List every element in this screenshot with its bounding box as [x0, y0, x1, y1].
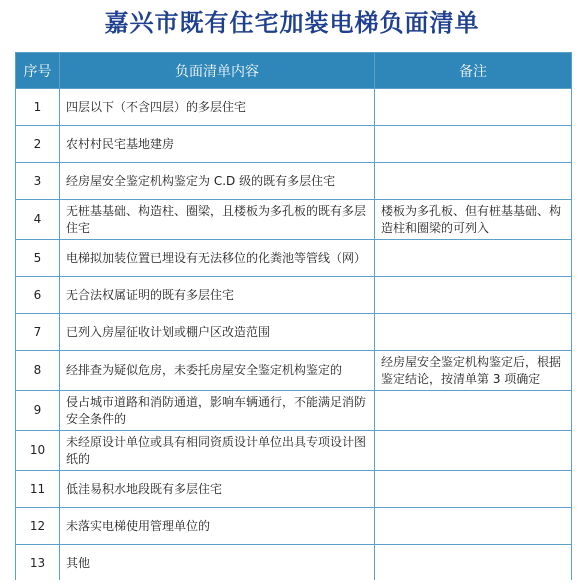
row-content: 无合法权属证明的既有多层住宅	[60, 277, 375, 314]
column-header-content: 负面清单内容	[60, 53, 375, 89]
table-row	[16, 351, 572, 391]
row-remark	[375, 545, 572, 582]
row-content: 侵占城市道路和消防通道，影响车辆通行，不能满足消防安全条件的	[60, 391, 375, 431]
table-header-row	[16, 53, 572, 89]
row-remark	[375, 277, 572, 314]
table-row	[16, 126, 572, 163]
table-row	[16, 277, 572, 314]
column-header-remark: 备注	[375, 53, 572, 89]
column-header-seq: 序号	[16, 53, 60, 89]
row-remark	[375, 89, 572, 126]
row-remark	[375, 163, 572, 200]
row-content: 低洼易积水地段既有多层住宅	[60, 471, 375, 508]
row-number: 12	[16, 508, 60, 545]
row-remark	[375, 471, 572, 508]
row-remark	[375, 431, 572, 471]
row-content: 已列入房屋征收计划或棚户区改造范围	[60, 314, 375, 351]
row-remark	[375, 314, 572, 351]
row-remark	[375, 126, 572, 163]
table-row	[16, 163, 572, 200]
row-number: 2	[16, 126, 60, 163]
row-number: 11	[16, 471, 60, 508]
row-remark	[375, 240, 572, 277]
row-number: 10	[16, 431, 60, 471]
row-number: 7	[16, 314, 60, 351]
row-content: 其他	[60, 545, 375, 582]
row-number: 6	[16, 277, 60, 314]
table-row	[16, 240, 572, 277]
row-number: 1	[16, 89, 60, 126]
row-content: 四层以下（不含四层）的多层住宅	[60, 89, 375, 126]
row-content: 未经原设计单位或具有相同资质设计单位出具专项设计图纸的	[60, 431, 375, 471]
row-number: 4	[16, 200, 60, 240]
row-content: 农村村民宅基地建房	[60, 126, 375, 163]
table-row	[16, 508, 572, 545]
row-content: 未落实电梯使用管理单位的	[60, 508, 375, 545]
row-number: 3	[16, 163, 60, 200]
row-remark	[375, 508, 572, 545]
row-content: 无桩基基础、构造柱、圈梁，且楼板为多孔板的既有多层住宅	[60, 200, 375, 240]
table-row	[16, 471, 572, 508]
table-row	[16, 200, 572, 240]
row-remark	[375, 391, 572, 431]
row-number: 9	[16, 391, 60, 431]
row-content: 经房屋安全鉴定机构鉴定为 C.D 级的既有多层住宅	[60, 163, 375, 200]
bottom-margin	[0, 580, 584, 588]
row-number: 5	[16, 240, 60, 277]
table-row	[16, 431, 572, 471]
row-number: 13	[16, 545, 60, 582]
row-content: 电梯拟加装位置已埋设有无法移位的化粪池等管线（网）	[60, 240, 375, 277]
table-row	[16, 545, 572, 582]
table-row	[16, 314, 572, 351]
page-title: 嘉兴市既有住宅加装电梯负面清单	[104, 9, 480, 37]
table-row	[16, 89, 572, 126]
negative-list-table	[15, 52, 572, 582]
row-remark: 经房屋安全鉴定机构鉴定后，根据鉴定结论，按清单第 3 项确定	[375, 351, 572, 391]
row-content: 经排查为疑似危房，未委托房屋安全鉴定机构鉴定的	[60, 351, 375, 391]
table-row	[16, 391, 572, 431]
row-number: 8	[16, 351, 60, 391]
row-remark: 楼板为多孔板、但有桩基基础、构造柱和圈梁的可列入	[375, 200, 572, 240]
